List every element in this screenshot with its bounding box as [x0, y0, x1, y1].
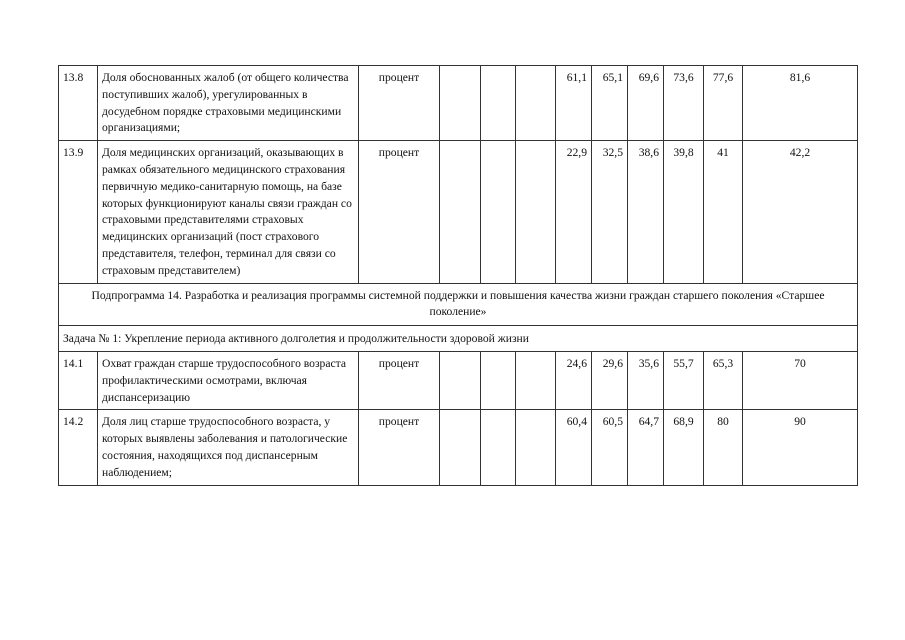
value-cell: 65,3 [704, 351, 743, 409]
indicator-description-cell: Доля лиц старше трудоспособного возраста, у которых выявлены заболевания и патологические состояния, находящихся под диспансерным наблюдением; [98, 410, 359, 485]
empty-cell [440, 351, 481, 409]
value-cell: 73,6 [664, 66, 704, 141]
unit-cell: процент [359, 66, 440, 141]
table-row [59, 283, 858, 326]
value-cell: 64,7 [628, 410, 664, 485]
unit-cell: процент [359, 351, 440, 409]
empty-cell [440, 141, 481, 283]
empty-cell [516, 141, 556, 283]
value-cell: 77,6 [704, 66, 743, 141]
indicator-number-cell: 14.2 [59, 410, 98, 485]
value-cell: 60,4 [556, 410, 592, 485]
indicator-number-cell: 13.9 [59, 141, 98, 283]
table-row [59, 410, 858, 485]
task-heading: Задача № 1: Укрепление периода активного долголетия и продолжительности здоровой жизни [59, 326, 858, 352]
unit-cell: процент [359, 141, 440, 283]
value-cell: 70 [743, 351, 858, 409]
value-cell: 29,6 [592, 351, 628, 409]
value-cell: 39,8 [664, 141, 704, 283]
subprogram-heading: Подпрограмма 14. Разработка и реализация программы системной поддержки и повышения качества жизни граждан старшего поколения «Старшее поколение» [59, 283, 858, 326]
value-cell: 41 [704, 141, 743, 283]
value-cell: 80 [704, 410, 743, 485]
table-row [59, 326, 858, 352]
empty-cell [481, 410, 516, 485]
indicator-description-cell: Доля медицинских организаций, оказывающих в рамках обязательного медицинского страхования первичную медико-санитарную помощь, на базе которых функционируют каналы связи граждан со страховыми представителями страховых медицинских организаций (пост страхового представителя, телефон, терминал для связи со страховым представителем) [98, 141, 359, 283]
value-cell: 55,7 [664, 351, 704, 409]
empty-cell [440, 410, 481, 485]
table-row [59, 66, 858, 141]
value-cell: 22,9 [556, 141, 592, 283]
indicator-number-cell: 14.1 [59, 351, 98, 409]
indicators-table [58, 65, 858, 486]
value-cell: 42,2 [743, 141, 858, 283]
value-cell: 81,6 [743, 66, 858, 141]
indicator-number-cell: 13.8 [59, 66, 98, 141]
table-row [59, 351, 858, 409]
table-row [59, 141, 858, 283]
value-cell: 35,6 [628, 351, 664, 409]
value-cell: 90 [743, 410, 858, 485]
unit-cell: процент [359, 410, 440, 485]
value-cell: 65,1 [592, 66, 628, 141]
empty-cell [481, 141, 516, 283]
value-cell: 60,5 [592, 410, 628, 485]
table-body [59, 66, 858, 486]
value-cell: 68,9 [664, 410, 704, 485]
empty-cell [440, 66, 481, 141]
empty-cell [516, 66, 556, 141]
value-cell: 32,5 [592, 141, 628, 283]
value-cell: 69,6 [628, 66, 664, 141]
value-cell: 61,1 [556, 66, 592, 141]
empty-cell [516, 351, 556, 409]
empty-cell [481, 66, 516, 141]
indicator-description-cell: Охват граждан старше трудоспособного возраста профилактическими осмотрами, включая диспансеризацию [98, 351, 359, 409]
value-cell: 24,6 [556, 351, 592, 409]
value-cell: 38,6 [628, 141, 664, 283]
empty-cell [481, 351, 516, 409]
indicator-description-cell: Доля обоснованных жалоб (от общего количества поступивших жалоб), урегулированных в досудебном порядке страховыми медицинскими организациями; [98, 66, 359, 141]
empty-cell [516, 410, 556, 485]
